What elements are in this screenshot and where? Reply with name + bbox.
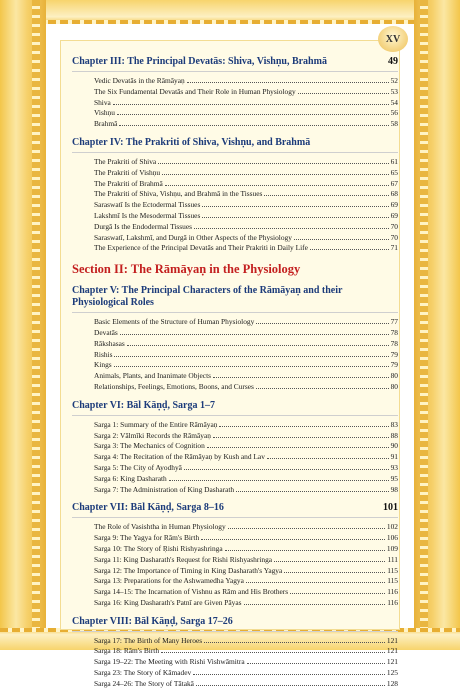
toc-entry[interactable] [72,636,398,647]
toc-entry[interactable] [72,598,398,609]
toc-entry[interactable] [72,587,398,598]
entry-page: 69 [390,200,398,210]
dot-leader [117,114,389,115]
entry-page: 71 [390,243,398,253]
chapter-divider [72,312,398,313]
entry-page: 128 [386,678,398,688]
entry-page: 65 [390,167,398,177]
toc-chapter [72,56,398,130]
entry-label: Kings [94,360,112,370]
toc-entry[interactable] [72,317,398,328]
toc-chapter [72,285,398,393]
entry-page: 68 [390,189,398,199]
entry-page: 78 [390,327,398,337]
entry-page: 116 [387,597,398,607]
border-right-pillar [414,0,460,650]
chapter-title: Chapter VII: Bāl Kāṇḍ, Sarga 8–16 [72,502,224,514]
entry-label: Sarga 7: The Administration of King Dasharath [94,484,235,494]
entry-label: Durgā Is the Endodermal Tissues [94,221,192,231]
toc-entry[interactable] [72,485,398,496]
entry-label: Sarga 9: The Yagya for Rām's Birth [94,533,200,543]
dot-leader [196,685,385,686]
toc-entry[interactable] [72,98,398,109]
entry-label: Vishṇu [94,108,115,118]
toc-entry[interactable] [72,243,398,254]
dot-leader [201,539,385,540]
toc-entry[interactable] [72,371,398,382]
entry-page: 79 [390,349,398,359]
chapter-divider [72,631,398,632]
dot-leader [161,652,385,653]
dot-leader [207,447,389,448]
entry-label: Sarga 23: The Story of Kāmadev [94,668,192,678]
entry-label: Relationships, Feelings, Emotions, Boons, and Curses [94,381,254,391]
dot-leader [247,663,385,664]
entry-label: Sarga 13: Preparations for the Ashwamedha Yagya [94,576,244,586]
chapter-heading[interactable] [72,56,398,68]
entry-page: 53 [390,86,398,96]
toc-entry[interactable] [72,431,398,442]
entry-page: 116 [387,587,398,597]
dot-leader [169,480,389,481]
dot-leader [274,561,385,562]
entry-page: 93 [390,462,398,472]
entry-page: 115 [387,565,398,575]
toc-part-2 [72,285,398,690]
dot-leader [127,345,389,346]
toc-entry[interactable] [72,350,398,361]
dot-leader [256,323,388,324]
entry-label: Sarga 4: The Recitation of the Rāmāyaṇ by Kush and Lav [94,452,265,462]
chapter-divider [72,517,398,518]
chapter-heading[interactable] [72,616,398,628]
dot-leader [204,642,385,643]
toc-entry[interactable] [72,522,398,533]
entry-label: Lakshmī Is the Mesodermal Tissues [94,210,201,220]
entry-label: Saraswatī Is the Ectodermal Tissues [94,200,201,210]
dot-leader [284,572,385,573]
entry-label: Sarga 24–26: The Story of Tātakā [94,678,194,688]
entry-label: Sarga 10: The Story of Ṛishi Rishyashringa [94,543,223,553]
chapter-heading[interactable] [72,400,398,412]
toc-entry[interactable] [72,441,398,452]
dot-leader [213,437,389,438]
toc-entry[interactable] [72,566,398,577]
entry-label: Sarga 14–15: The Incarnation of Vishnu as Rām and His Brothers [94,587,289,597]
entry-page: 80 [390,371,398,381]
entry-page: 121 [386,635,398,645]
entry-page: 80 [390,381,398,391]
toc-entry[interactable] [72,452,398,463]
toc-entry[interactable] [72,420,398,431]
dot-leader [119,125,388,126]
toc-entry[interactable] [72,533,398,544]
entry-page: 91 [390,452,398,462]
dot-leader [187,82,389,83]
dot-leader [298,93,389,94]
toc-entry[interactable] [72,233,398,244]
entry-label: Sarga 5: The City of Ayodhyā [94,462,182,472]
entry-page: 70 [390,221,398,231]
chapter-heading[interactable] [72,285,398,309]
toc-entry[interactable] [72,360,398,371]
dot-leader [184,469,389,470]
entry-label: Devatās [94,327,118,337]
dot-leader [114,356,388,357]
entry-label: Basic Elements of the Structure of Human Physiology [94,317,255,327]
chapter-heading[interactable] [72,502,398,514]
entry-label: Sarga 17: The Birth of Many Heroes [94,635,203,645]
entry-label: Sarga 16: King Dasharath's Patnī are Given Pāyas [94,597,242,607]
dot-leader [114,366,389,367]
entry-label: Shiva [94,97,111,107]
dot-leader [202,217,388,218]
dot-leader [193,674,385,675]
toc-entry[interactable] [72,576,398,587]
toc-chapter [72,400,398,496]
dot-leader [202,206,388,207]
table-of-contents [72,56,398,697]
dot-leader [194,228,389,229]
dot-leader [246,582,385,583]
toc-entry[interactable] [72,76,398,87]
entry-label: Brahmā [94,119,118,129]
entry-page: 125 [386,668,398,678]
entry-label: The Prakriti of Brahmā [94,178,163,188]
entry-label: Sarga 12: The Importance of Timing in King Dasharath's Yagya [94,565,283,575]
toc-entry[interactable] [72,168,398,179]
section-title: Section II: The Rāmāyaṇ in the Physiology [72,262,301,277]
dot-leader [120,334,389,335]
chapter-title: Chapter VIII: Bāl Kāṇḍ, Sarga 17–26 [72,615,233,627]
toc-entry[interactable] [72,646,398,657]
toc-entry[interactable] [72,555,398,566]
chapter-title: Chapter III: The Principal Devatās: Shiva, Vishṇu, Brahmā [72,56,327,67]
toc-entry[interactable] [72,339,398,350]
entry-page: 95 [390,473,398,483]
dot-leader [213,377,389,378]
entry-page: 79 [390,360,398,370]
entry-page: 52 [390,76,398,85]
toc-entry[interactable] [72,679,398,690]
entry-label: Rākshasas [94,338,125,348]
dot-leader [236,491,388,492]
entry-label: Sarga 2: Vālmīki Records the Rāmāyaṇ [94,430,211,440]
entry-label: Sarga 1: Summary of the Entire Rāmāyaṇ [94,419,218,429]
toc-entry[interactable] [72,222,398,233]
entry-page: 106 [386,533,398,543]
dot-leader [244,604,386,605]
toc-entry[interactable] [72,200,398,211]
chapter-page: 101 [383,502,398,514]
toc-entry[interactable] [72,474,398,485]
entry-label: The Six Fundamental Devatās and Their Role in Human Physiology [94,86,296,96]
toc-entry[interactable] [72,119,398,130]
toc-entry[interactable] [72,157,398,168]
chapter-heading[interactable] [72,137,398,149]
entry-label: The Role of Vasishtha in Human Physiology [94,522,226,532]
dot-leader [228,528,385,529]
border-left-pillar [0,0,46,650]
toc-entry[interactable] [72,463,398,474]
entry-page: 121 [386,657,398,667]
entry-page: 115 [387,576,398,586]
dot-leader [310,249,389,250]
toc-entry[interactable] [72,179,398,190]
entry-page: 70 [390,232,398,242]
dot-leader [162,174,388,175]
entry-page: 58 [390,119,398,129]
border-top [0,0,460,24]
toc-entry[interactable] [72,211,398,222]
dot-leader [290,593,385,594]
toc-entry[interactable] [72,668,398,679]
chapter-title: Chapter VI: Bāl Kāṇḍ, Sarga 1–7 [72,399,215,411]
dot-leader [165,185,389,186]
chapter-title: Chapter IV: The Prakriti of Shiva, Vishṇu, and Brahmā [72,136,311,148]
chapter-divider [72,415,398,416]
toc-entry[interactable] [72,328,398,339]
entry-page: 98 [390,484,398,494]
entry-label: Animals, Plants, and Inanimate Objects [94,371,211,381]
chapter-divider [72,152,398,153]
toc-entry[interactable] [72,382,398,393]
entry-label: Sarga 6: King Dasharath [94,473,167,483]
entry-page: 69 [390,210,398,220]
dot-leader [294,239,389,240]
entry-page: 78 [390,338,398,348]
entry-label: Vedic Devatās in the Rāmāyaṇ [94,76,185,85]
entry-label: Sarga 18: Rām's Birth [94,646,160,656]
entry-page: 111 [387,554,398,564]
entry-label: Sarga 19–22: The Meeting with Rishi Vishwāmitra [94,657,245,667]
dot-leader [219,426,388,427]
entry-page: 90 [390,441,398,451]
entry-page: 56 [390,108,398,118]
entry-label: The Prakriti of Shiva [94,156,157,166]
toc-chapter [72,137,398,254]
entry-page: 88 [390,430,398,440]
dot-leader [267,458,389,459]
toc-part-1 [72,56,398,254]
chapter-divider [72,71,398,72]
entry-label: Sarga 3: The Mechanics of Cognition [94,441,205,451]
dot-leader [158,163,388,164]
entry-page: 102 [386,522,398,532]
toc-entry[interactable] [72,189,398,200]
entry-label: The Prakriti of Vishṇu [94,167,161,177]
entry-page: 54 [390,97,398,107]
entry-label: The Prakriti of Shiva, Vishṇu, and Brahmā in the Tissues [94,189,263,199]
toc-chapter [72,616,398,690]
entry-page: 77 [390,317,398,327]
toc-entry[interactable] [72,108,398,119]
entry-label: The Experience of the Principal Devatās and Their Prakriti in Daily Life [94,243,308,253]
dot-leader [113,104,389,105]
dot-leader [225,550,385,551]
chapter-page: 49 [388,56,398,67]
dot-leader [264,195,388,196]
entry-page: 67 [390,178,398,188]
page-number-badge: XV [378,26,408,52]
toc-entry[interactable] [72,544,398,555]
toc-entry[interactable] [72,657,398,668]
chapter-title: Chapter V: The Principal Characters of the Rāmāyaṇ and their Physiological Roles [72,285,343,309]
dot-leader [256,388,389,389]
entry-label: Rishis [94,349,113,359]
entry-page: 121 [386,646,398,656]
entry-label: Saraswatī, Lakshmī, and Durgā in Other Aspects of the Physiology [94,232,292,242]
entry-label: Sarga 11: King Dasharath's Request for Rishi Rishyashringa [94,554,273,564]
entry-page: 83 [390,419,398,429]
entry-page: 61 [390,156,398,166]
toc-chapter [72,502,398,608]
toc-entry[interactable] [72,87,398,98]
entry-page: 109 [386,543,398,553]
